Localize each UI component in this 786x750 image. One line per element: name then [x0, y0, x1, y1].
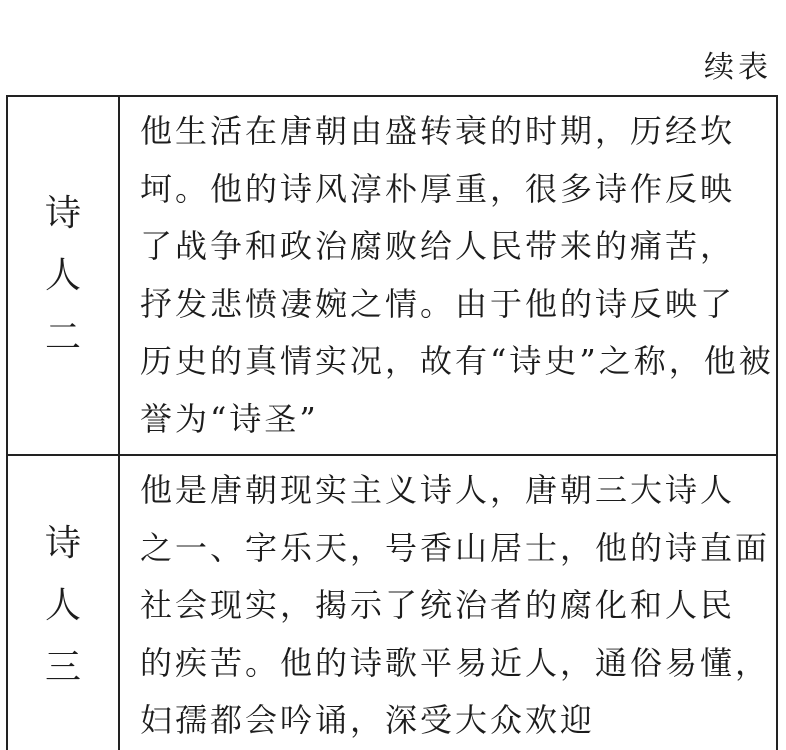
description-line: 之一、字乐天，号香山居士，他的诗直面	[140, 528, 771, 567]
description-line: 历史的真情实况，故有“诗史”之称，他被	[140, 342, 774, 380]
poet-label-cell	[7, 455, 119, 750]
poet-description-cell	[119, 96, 777, 455]
description-line: 妇孺都会吟诵，深受大众欢迎	[140, 701, 596, 739]
poet-table	[6, 95, 778, 750]
poet-label-char: 诗	[44, 522, 81, 564]
description-line: 坷。他的诗风淳朴厚重，很多诗作反映	[140, 169, 736, 208]
poet-label-char: 人	[44, 584, 81, 626]
description-line: 了战争和政治腐败给人民带来的痛苦，	[140, 227, 736, 265]
description-line: 他是唐朝现实主义诗人，唐朝三大诗人	[140, 471, 736, 509]
description-line: 的疾苦。他的诗歌平易近人，通俗易懂，	[140, 643, 771, 682]
description-line: 他生活在唐朝由盛转衰的时期，历经坎	[140, 112, 736, 150]
description-line: 誉为“诗圣”	[140, 399, 319, 438]
poet-label-char: 三	[44, 646, 81, 688]
table-row	[7, 96, 777, 455]
description-line: 社会现实，揭示了统治者的腐化和人民	[140, 586, 736, 624]
poet-label-cell	[7, 96, 119, 455]
poet-label-char: 诗	[44, 192, 81, 234]
poet-label-char: 二	[44, 316, 81, 358]
poet-label-char: 人	[44, 254, 81, 296]
table-continued-caption: 续表	[704, 50, 772, 85]
poet-description-cell	[119, 455, 777, 750]
description-line: 抒发悲愤凄婉之情。由于他的诗反映了	[140, 284, 736, 323]
table-row	[7, 455, 777, 750]
